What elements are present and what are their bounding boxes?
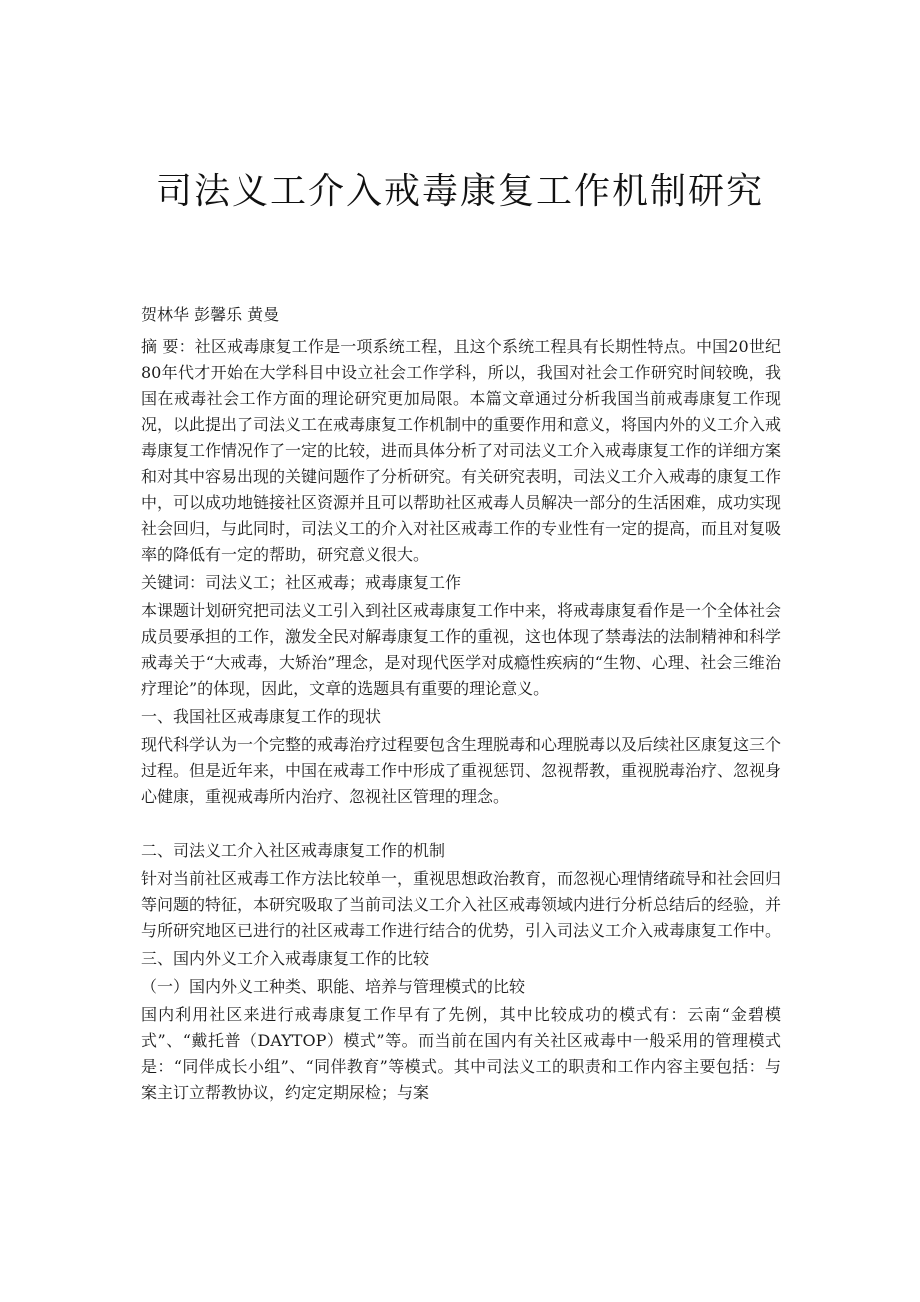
- section-2-paragraph: 针对当前社区戒毒工作方法比较单一，重视思想政治教育，而忽视心理情绪疏导和社会回归等问题的特征，本研究吸取了当前司法义工介入社区戒毒领域内进行分析总结后的经验，并与所研究地区已进行的社区戒毒工作进行结合的优势，引入司法义工介入戒毒康复工作中。: [141, 869, 782, 940]
- section-heading-1: 一、我国社区戒毒康复工作的现状: [141, 707, 382, 726]
- section-1-paragraph: 现代科学认为一个完整的戒毒治疗过程要包含生理脱毒和心理脱毒以及后续社区康复这三个过程。但是近年来，中国在戒毒工作中形成了重视惩罚、忽视帮教，重视脱毒治疗、忽视身心健康，重视戒毒所内治疗、忽视社区管理的理念。: [141, 735, 782, 806]
- document-body: [141, 302, 781, 1108]
- document-title: 司法义工介入戒毒康复工作机制研究: [155, 171, 764, 212]
- section-heading-2: 二、司法义工介入社区戒毒康复工作的机制: [141, 841, 446, 860]
- keywords-line: 关键词：司法义工；社区戒毒；戒毒康复工作: [141, 573, 462, 592]
- section-3-paragraph: 国内利用社区来进行戒毒康复工作早有了先例，其中比较成功的模式有：云南“金碧模式”、“戴托普（DAYTOP）模式”等。而当前在国内有关社区戒毒中一般采用的管理模式是：“同伴成长小组”、“同伴教育”等模式。其中司法义工的职责和工作内容主要包括：与案主订立帮教协议，约定定期尿检；与案: [141, 1005, 781, 1102]
- subsection-heading-3-1: （一）国内外义工种类、职能、培养与管理模式的比较: [141, 977, 526, 996]
- authors-line: 贺林华 彭馨乐 黄曼: [141, 305, 280, 324]
- abstract-paragraph: 摘 要：社区戒毒康复工作是一项系统工程，且这个系统工程具有长期性特点。中国20世纪80年代才开始在大学科目中设立社会工作学科，所以，我国对社会工作研究时间较晚，我国在戒毒社会工作方面的理论研究更加局限。本篇文章通过分析我国当前戒毒康复工作现况，以此提出了司法义工在戒毒康复工作机制中的重要作用和意义，将国内外的义工介入戒毒康复工作情况作了一定的比较，进而具体分析了对司法义工介入戒毒康复工作的详细方案和对其中容易出现的关键问题作了分析研究。有关研究表明，司法义工介入戒毒的康复工作中，可以成功地链接社区资源并且可以帮助社区戒毒人员解决一部分的生活困难，成功实现社会回归，与此同时，司法义工的介入对社区戒毒工作的专业性有一定的提高，而且对复吸率的降低有一定的帮助，研究意义很大。: [141, 337, 782, 564]
- section-heading-3: 三、国内外义工介入戒毒康复工作的比较: [141, 949, 430, 968]
- intro-paragraph: 本课题计划研究把司法义工引入到社区戒毒康复工作中来，将戒毒康复看作是一个全体社会成员要承担的工作，激发全民对解毒康复工作的重视，这也体现了禁毒法的法制精神和科学戒毒关于“大戒毒，大矫治”理念，是对现代医学对成瘾性疾病的“生物、心理、社会三维治疗理论”的体现，因此，文章的选题具有重要的理论意义。: [141, 601, 782, 698]
